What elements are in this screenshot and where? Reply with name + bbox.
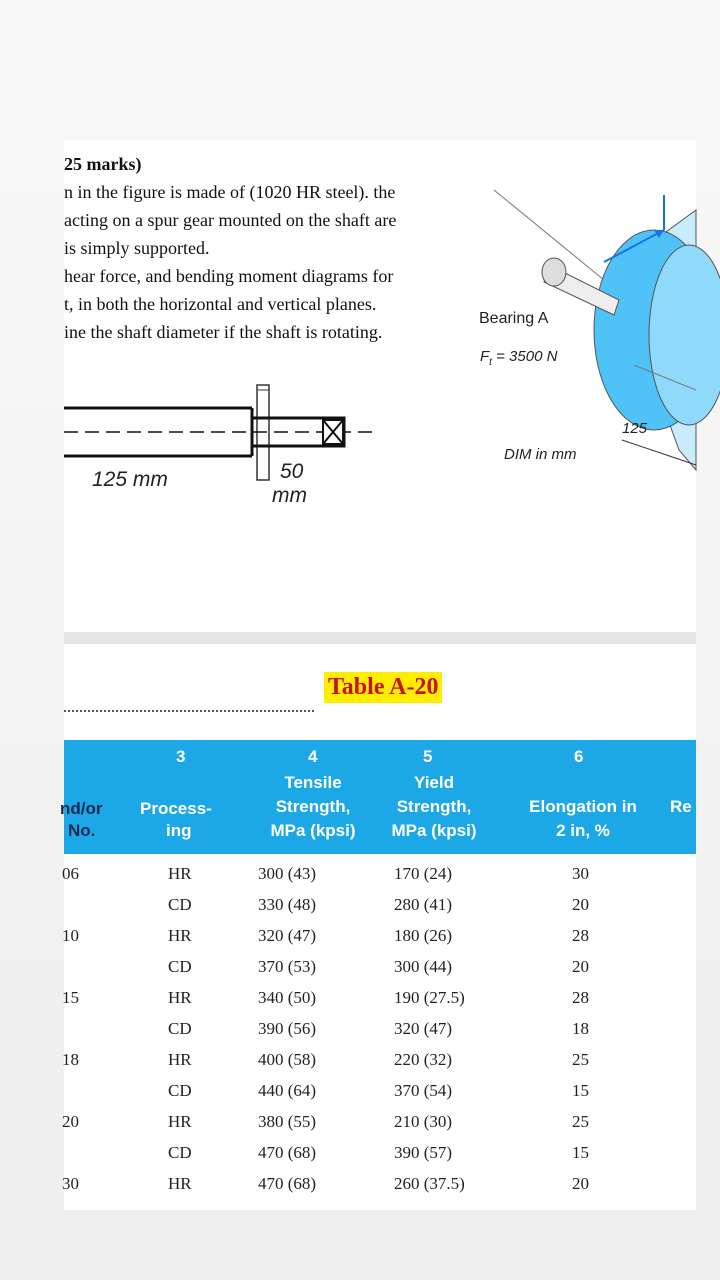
cell-elongation: 25: [572, 1050, 589, 1069]
cell-elongation: 20: [572, 895, 589, 914]
cell-elongation: 15: [572, 1081, 589, 1100]
problem-line-2: acting on a spur gear mounted on the shaft are: [64, 210, 397, 230]
header-tensile-line2: Strength,: [275, 797, 351, 816]
cell-no: 18: [62, 1050, 79, 1069]
cell-elongation: 25: [572, 1112, 589, 1131]
header-elong-line1: Elongation in: [529, 797, 637, 816]
table-row: [64, 1106, 696, 1137]
cell-yield: 210 (30): [394, 1112, 453, 1131]
cell-yield: 190 (27.5): [394, 988, 465, 1007]
cell-yield: 180 (26): [394, 926, 453, 945]
cell-processing: CD: [168, 895, 192, 914]
force-label: $F_t = 3500$ N: [480, 348, 558, 368]
table-row: [64, 1044, 696, 1075]
col-number-3: 3: [176, 747, 186, 766]
cell-yield: 280 (41): [394, 895, 453, 914]
table-row: [64, 951, 696, 982]
step-label-unit: mm: [272, 484, 307, 507]
cell-tensile: 390 (56): [258, 1019, 317, 1038]
bearing-label: Bearing A: [479, 310, 549, 327]
cell-elongation: 18: [572, 1019, 589, 1038]
table-row: [64, 1075, 696, 1106]
cell-processing: CD: [168, 1019, 192, 1038]
cell-no: 20: [62, 1112, 79, 1131]
cell-yield: 390 (57): [394, 1143, 453, 1162]
header-tensile-line1: Tensile: [284, 773, 342, 792]
cell-tensile: 340 (50): [258, 988, 317, 1007]
header-elong-line2: 2 in, %: [556, 821, 610, 840]
table-row: [64, 920, 696, 951]
cell-yield: 320 (47): [394, 1019, 453, 1038]
cell-processing: CD: [168, 1143, 192, 1162]
dotted-rule: [64, 710, 314, 720]
table-card: [60, 644, 696, 1210]
dim-value: 125: [622, 420, 648, 437]
cell-processing: HR: [168, 1174, 192, 1193]
header-tensile-line3: MPa (kpsi): [270, 821, 356, 840]
cell-elongation: 15: [572, 1143, 589, 1162]
cell-yield: 220 (32): [394, 1050, 453, 1069]
cell-tensile: 470 (68): [258, 1174, 317, 1193]
cell-tensile: 370 (53): [258, 957, 317, 976]
cell-processing: CD: [168, 1081, 192, 1100]
problem-line-4: hear force, and bending moment diagrams for: [64, 266, 394, 286]
cell-processing: HR: [168, 1050, 192, 1069]
header-reduction: Re: [670, 797, 692, 816]
table-row: [64, 858, 696, 889]
cell-yield: 300 (44): [394, 957, 453, 976]
cell-no: 06: [62, 864, 79, 883]
cell-processing: HR: [168, 988, 192, 1007]
table-row: [64, 1013, 696, 1044]
cell-no: 15: [62, 988, 79, 1007]
cell-elongation: 30: [572, 864, 589, 883]
cell-tensile: 400 (58): [258, 1050, 317, 1069]
table-row: [64, 889, 696, 920]
header-no-line2: No.: [68, 821, 96, 840]
cell-elongation: 28: [572, 926, 589, 945]
cell-yield: 260 (37.5): [394, 1174, 465, 1193]
cell-processing: HR: [168, 1112, 192, 1131]
cell-no: 10: [62, 926, 79, 945]
problem-line-5: t, in both the horizontal and vertical planes.: [64, 294, 377, 314]
col-number-6: 6: [574, 747, 584, 766]
length-label: 125 mm: [92, 468, 168, 491]
cell-elongation: 20: [572, 957, 589, 976]
shaft-sketch: [64, 370, 384, 470]
col-number-5: 5: [423, 747, 433, 766]
problem-line-3: is simply supported.: [64, 238, 210, 258]
header-yield-line2: Strength,: [396, 797, 472, 816]
cell-yield: 370 (54): [394, 1081, 453, 1100]
table-header: [60, 740, 696, 854]
cell-no: 30: [62, 1174, 79, 1193]
cell-tensile: 380 (55): [258, 1112, 317, 1131]
cell-tensile: 300 (43): [258, 864, 317, 883]
cell-yield: 170 (24): [394, 864, 453, 883]
col-number-4: 4: [308, 747, 318, 766]
card-separator: [64, 632, 696, 644]
cell-processing: CD: [168, 957, 192, 976]
problem-line-1: n in the figure is made of (1020 HR steel). the: [64, 182, 396, 202]
table-row: [64, 982, 696, 1013]
table-row: [64, 1137, 696, 1168]
table-row: [64, 1168, 696, 1199]
dim-label: DIM in mm: [504, 446, 577, 463]
marks-text: 25 marks): [64, 154, 142, 174]
problem-card: [64, 140, 696, 632]
header-yield-line3: MPa (kpsi): [391, 821, 477, 840]
header-process-line1: Process-: [140, 799, 212, 818]
header-no-line1: nd/or: [60, 799, 103, 818]
cell-processing: HR: [168, 864, 192, 883]
cell-processing: HR: [168, 926, 192, 945]
header-process-line2: ing: [166, 821, 192, 840]
cell-tensile: 470 (68): [258, 1143, 317, 1162]
step-label-value: 50: [280, 460, 304, 483]
cell-tensile: 440 (64): [258, 1081, 317, 1100]
cell-tensile: 330 (48): [258, 895, 317, 914]
gear-figure: [504, 190, 696, 470]
header-yield-line1: Yield: [414, 773, 454, 792]
problem-line-6: ine the shaft diameter if the shaft is rotating.: [64, 322, 383, 342]
table-title: Table A-20: [324, 672, 442, 703]
cell-elongation: 28: [572, 988, 589, 1007]
cell-elongation: 20: [572, 1174, 589, 1193]
cell-tensile: 320 (47): [258, 926, 317, 945]
